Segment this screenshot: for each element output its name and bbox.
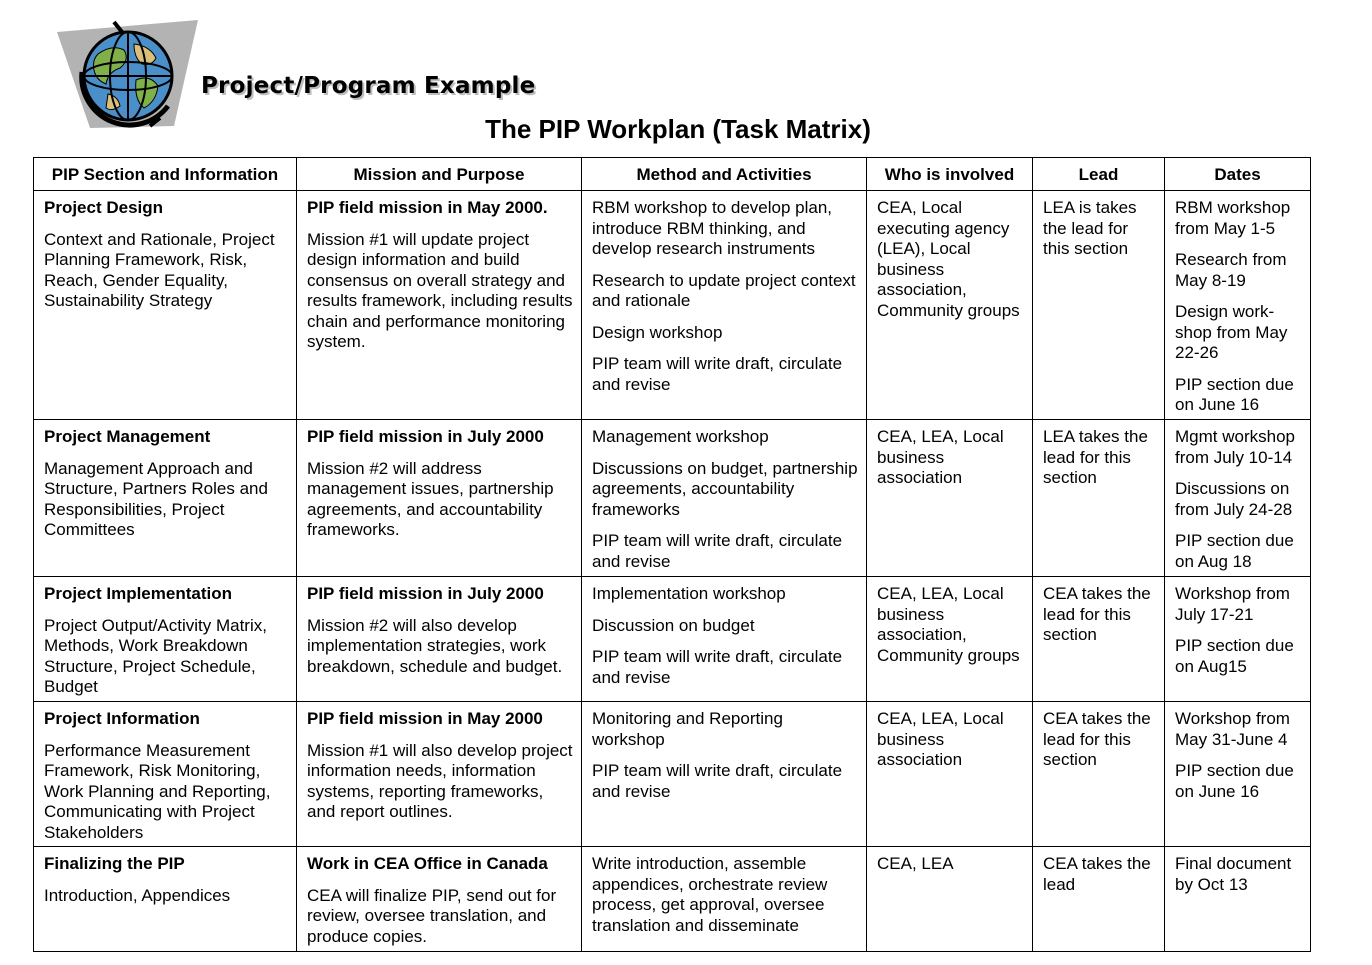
lead-cell <box>1033 191 1165 420</box>
column-header: Lead <box>1033 158 1165 191</box>
section-cell <box>34 577 297 702</box>
date-item: Workshop from May 31-June 4 <box>1175 709 1290 749</box>
who-text: CEA, LEA, Local business association <box>877 427 1004 487</box>
mission-text: Mission #1 will update project design information and build consensus on overall strategy and results framework, including results chain and performance monitoring system. <box>307 229 573 351</box>
mission-text: Mission #1 will also develop project information needs, information systems, reporting frameworks, and report outlines. <box>307 740 573 821</box>
who-cell <box>867 191 1033 420</box>
date-item: PIP section due on Aug15 <box>1175 636 1294 676</box>
mission-text: CEA will finalize PIP, send out for review, oversee translation, and produce copies. <box>307 885 557 946</box>
method-item: RBM workshop to develop plan, introduce RBM thinking, and develop research instruments <box>592 198 833 258</box>
lead-text: LEA takes the lead for this section <box>1043 427 1148 487</box>
section-title: Project Management <box>44 427 211 446</box>
lead-cell <box>1033 847 1165 952</box>
who-cell <box>867 847 1033 952</box>
table-row <box>34 191 1311 420</box>
dates-cell <box>1165 702 1311 847</box>
who-cell <box>867 577 1033 702</box>
column-header: Dates <box>1165 158 1311 191</box>
lead-cell <box>1033 420 1165 577</box>
method-item: Design workshop <box>592 322 723 342</box>
date-item: Mgmt workshop from July 10-14 <box>1175 427 1295 467</box>
methods-cell <box>582 420 867 577</box>
method-item: PIP team will write draft, circulate and revise <box>592 761 843 801</box>
mission-cell <box>297 191 582 420</box>
dates-cell <box>1165 577 1311 702</box>
section-title: Project Implementation <box>44 584 232 603</box>
method-item: Management workshop <box>592 427 769 446</box>
page-subtitle: Project/Program Example <box>201 73 536 99</box>
dates-cell <box>1165 847 1311 952</box>
methods-cell <box>582 847 867 952</box>
mission-cell <box>297 702 582 847</box>
who-text: CEA, Local executing agency (LEA), Local business association, Community groups <box>877 198 1020 320</box>
column-header: Who is involved <box>867 158 1033 191</box>
mission-text: Mission #2 will address management issues, partnership agreements, and accountability frameworks. <box>307 458 554 539</box>
mission-title: PIP field mission in May 2000. <box>307 198 548 217</box>
method-item: Write introduction, assemble appendices, orchestrate review process, get approval, oversee translation and disseminate <box>592 854 828 935</box>
mission-cell <box>297 577 582 702</box>
mission-text: Mission #2 will also develop implementation strategies, work breakdown, schedule and budget. <box>307 615 563 676</box>
section-cell <box>34 847 297 952</box>
section-cell <box>34 702 297 847</box>
lead-cell <box>1033 702 1165 847</box>
section-info: Performance Measurement Framework, Risk Monitoring, Work Planning and Reporting, Communicating with Project Stakeholders <box>44 740 271 842</box>
method-item: Research to update project context and rationale <box>592 270 856 310</box>
mission-title: PIP field mission in July 2000 <box>307 427 544 446</box>
table-header-row <box>34 158 1311 191</box>
section-cell <box>34 191 297 420</box>
date-item: Discussions on from July 24-28 <box>1175 479 1293 519</box>
method-item: PIP team will write draft, circulate and revise <box>592 647 843 687</box>
method-item: Discussion on budget <box>592 615 755 635</box>
who-cell <box>867 420 1033 577</box>
date-item: PIP section due on Aug 18 <box>1175 531 1294 571</box>
section-info: Introduction, Appendices <box>44 885 231 905</box>
page-title-text: The PIP Workplan (Task Matrix) <box>485 114 871 144</box>
column-header: PIP Section and Information <box>34 158 297 191</box>
who-cell <box>867 702 1033 847</box>
task-matrix-table <box>33 157 1311 952</box>
methods-cell <box>582 577 867 702</box>
method-item: PIP team will write draft, circulate and revise <box>592 531 843 571</box>
section-info: Context and Rationale, Project Planning Framework, Risk, Reach, Gender Equality, Sustainability Strategy <box>44 229 275 310</box>
table-row <box>34 847 1311 952</box>
date-item: Workshop from July 17-21 <box>1175 584 1290 624</box>
section-title: Finalizing the PIP <box>44 854 185 873</box>
dates-cell <box>1165 191 1311 420</box>
date-item: Research from May 8-19 <box>1175 250 1287 290</box>
methods-cell <box>582 702 867 847</box>
section-title: Project Information <box>44 709 200 728</box>
mission-title: PIP field mission in July 2000 <box>307 584 544 603</box>
lead-cell <box>1033 577 1165 702</box>
table-row <box>34 702 1311 847</box>
lead-text: CEA takes the lead for this section <box>1043 709 1151 769</box>
mission-title: Work in CEA Office in Canada <box>307 854 548 873</box>
date-item: PIP section due on June 16 <box>1175 374 1294 414</box>
table-row <box>34 577 1311 702</box>
lead-text: CEA takes the lead for this section <box>1043 584 1151 644</box>
section-title: Project Design <box>44 198 164 217</box>
date-item: Final document by Oct 13 <box>1175 854 1292 894</box>
dates-cell <box>1165 420 1311 577</box>
section-info: Project Output/Activity Matrix, Methods, Work Breakdown Structure, Project Schedule, Budget <box>44 615 267 696</box>
date-item: Design work-shop from May 22-26 <box>1175 302 1288 362</box>
column-header: Method and Activities <box>582 158 867 191</box>
who-text: CEA, LEA, Local business association <box>877 709 1004 769</box>
section-cell <box>34 420 297 577</box>
method-item: Implementation workshop <box>592 584 786 603</box>
method-item: Discussions on budget, partnership agreements, accountability frameworks <box>592 458 858 519</box>
page-title <box>0 114 1372 145</box>
mission-title: PIP field mission in May 2000 <box>307 709 543 728</box>
who-text: CEA, LEA, Local business association, Community groups <box>877 584 1020 665</box>
date-item: PIP section due on June 16 <box>1175 761 1294 801</box>
table-row <box>34 420 1311 577</box>
methods-cell <box>582 191 867 420</box>
column-header: Mission and Purpose <box>297 158 582 191</box>
method-item: Monitoring and Reporting workshop <box>592 709 783 749</box>
lead-text: LEA is takes the lead for this section <box>1043 198 1137 258</box>
mission-cell <box>297 847 582 952</box>
method-item: PIP team will write draft, circulate and revise <box>592 354 843 394</box>
date-item: RBM workshop from May 1-5 <box>1175 198 1291 238</box>
mission-cell <box>297 420 582 577</box>
lead-text: CEA takes the lead <box>1043 854 1151 894</box>
section-info: Management Approach and Structure, Partners Roles and Responsibilities, Project Committees <box>44 458 268 539</box>
who-text: CEA, LEA <box>877 854 954 873</box>
